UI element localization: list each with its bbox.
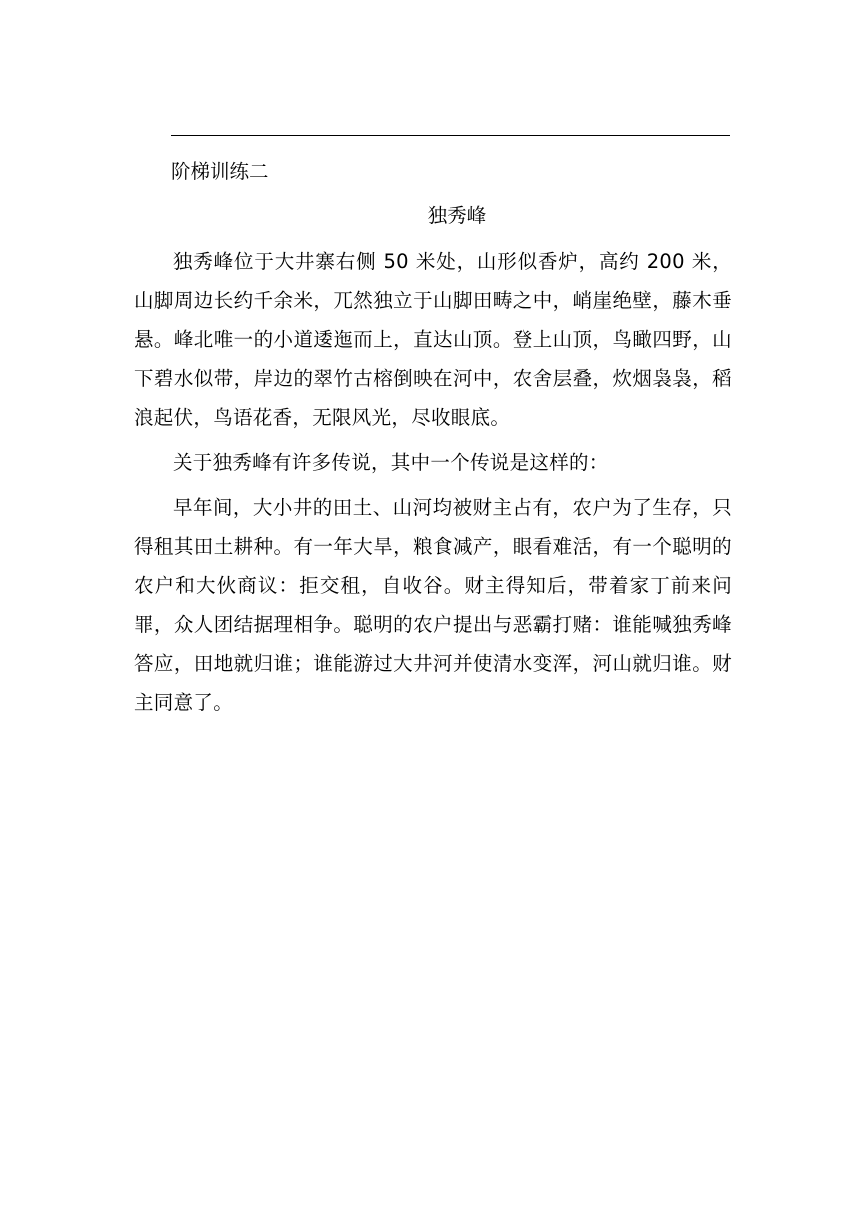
document-body — [134, 150, 732, 722]
paragraph-legend-story: 早年间，大小井的田土、山河均被财主占有，农户为了生存，只得租其田土耕种。有一年大旱，粮食减产，眼看难活，有一个聪明的农户和大伙商议：拒交租，自收谷。财主得知后，带着家丁前来问罪，众人团结据理相争。聪明的农户提出与恶霸打赌：谁能喊独秀峰答应，田地就归谁；谁能游过大井河并使清水变浑，河山就归谁。财主同意了。 — [134, 496, 732, 714]
header-rule — [171, 135, 730, 136]
section-label: 阶梯训练二 — [171, 160, 269, 183]
document-title: 独秀峰 — [427, 204, 487, 227]
paragraph-legend-lead: 关于独秀峰有许多传说，其中一个传说是这样的： — [173, 451, 609, 474]
paragraph-intro: 独秀峰位于大井寨右侧 50 米处，山形似香炉，高约 200 米，山脚周边长约千余米，兀然独立于山脚田畴之中，峭崖绝壁，藤木垂悬。峰北唯一的小道逶迤而上，直达山顶。登上山顶，鸟瞰四野，山下碧水似带，岸边的翠竹古榕倒映在河中，农舍层叠，炊烟袅袅，稻浪起伏，鸟语花香，无限风光，尽收眼底。 — [134, 250, 732, 429]
